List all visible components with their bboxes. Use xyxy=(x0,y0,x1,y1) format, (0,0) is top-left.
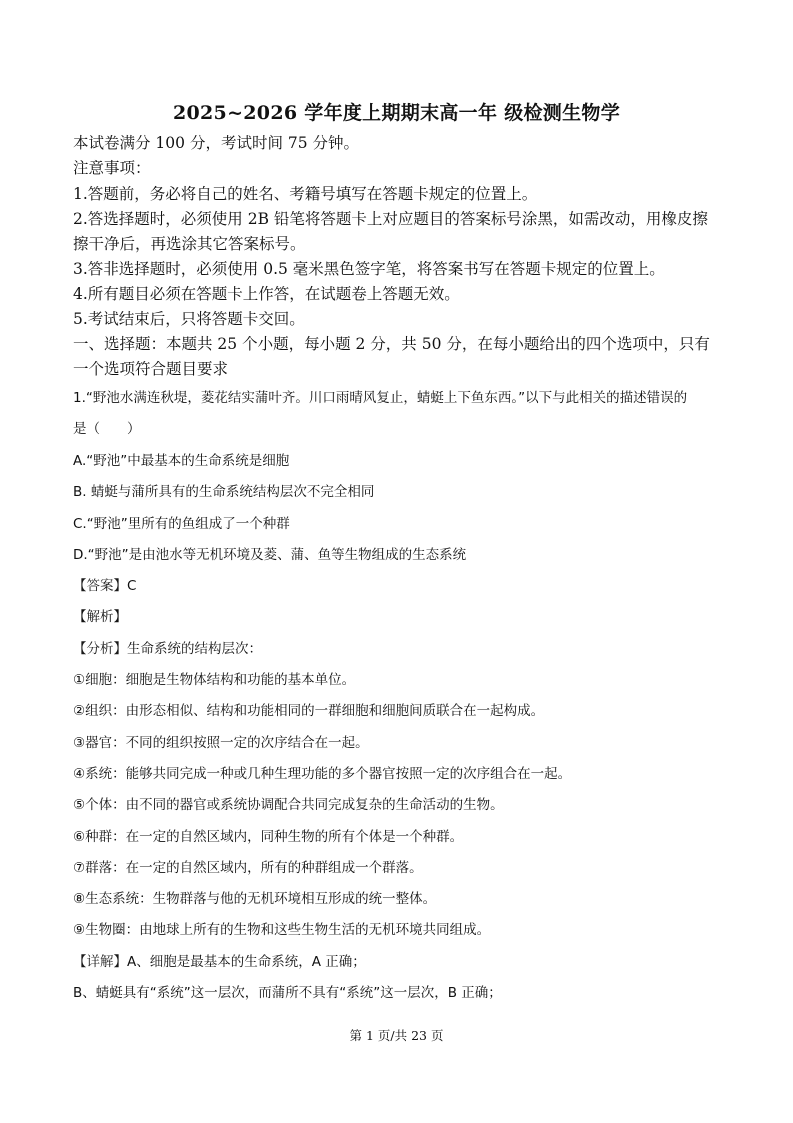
fenxi-label: 【分析】 xyxy=(73,641,127,657)
option-c: C.“野池”里所有的鱼组成了一个种群 xyxy=(73,516,290,532)
option-a: A.“野池”中最基本的生命系统是细胞 xyxy=(73,453,290,469)
fenxi-text: 生命系统的结构层次： xyxy=(127,641,262,657)
level-1: ①细胞：细胞是生物体结构和功能的基本单位。 xyxy=(73,672,356,688)
section-heading-a: 一、选择题：本题共 25 个小题，每小题 2 分，共 50 分，在每小题给出的四个选项中，只有 xyxy=(73,335,710,353)
level-5: ⑤个体：由不同的器官或系统协调配合共同完成复杂的生命活动的生物。 xyxy=(73,797,504,813)
detail-line-b: B、蜻蜓具有“系统”这一层次，而蒲所不具有“系统”这一层次，B 正确； xyxy=(73,985,502,1001)
level-2: ②组织：由形态相似、结构和功能相同的一群细胞和细胞间质联合在一起构成。 xyxy=(73,703,545,719)
notice-item-2b: 擦干净后，再选涂其它答案标号。 xyxy=(73,235,306,253)
level-8: ⑧生态系统：生物群落与他的无机环境相互形成的统一整体。 xyxy=(73,891,437,907)
level-4: ④系统：能够共同完成一种或几种生理功能的多个器官按照一定的次序组合在一起。 xyxy=(73,766,572,782)
answer-value: C xyxy=(127,578,137,594)
page-footer: 第 1 页/共 23 页 xyxy=(349,1028,444,1043)
level-9: ⑨生物圈：由地球上所有的生物和这些生物生活的无机环境共同组成。 xyxy=(73,922,491,938)
page-title: 2025~2026 学年度上期期末高一年 级检测生物学 xyxy=(172,102,620,124)
answer-label: 【答案】 xyxy=(73,578,127,594)
fenxi-line xyxy=(73,637,728,657)
notice-item-4: 4.所有题目必须在答题卡上作答，在试题卷上答题无效。 xyxy=(73,285,460,303)
notice-item-2a: 2.答选择题时，必须使用 2B 铅笔将答题卡上对应题目的答案标号涂黑，如需改动，用橡皮擦 xyxy=(73,210,708,228)
answer-line xyxy=(73,574,728,594)
question-stem-a: 1.“野池水满连秋堤，菱花结实蒲叶齐。川口雨晴风复止，蜻蜓上下鱼东西。”以下与此相关的描述错误的 xyxy=(73,390,688,406)
notice-heading: 注意事项： xyxy=(73,159,151,177)
detail-line-a xyxy=(73,950,728,970)
level-7: ⑦群落：在一定的自然区域内，所有的种群组成一个群落。 xyxy=(73,860,423,876)
detail-text-a: A、细胞是最基本的生命系统，A 正确； xyxy=(127,954,366,970)
option-b: B. 蜻蜓与蒲所具有的生命系统结构层次不完全相同 xyxy=(73,484,375,500)
level-3: ③器官：不同的组织按照一定的次序结合在一起。 xyxy=(73,735,369,751)
section-heading-b: 一个选项符合题目要求 xyxy=(73,360,229,378)
analysis-label: 【解析】 xyxy=(73,609,127,625)
notice-item-1: 1.答题前，务必将自己的姓名、考籍号填写在答题卡规定的位置上。 xyxy=(73,185,538,203)
detail-label: 【详解】 xyxy=(73,954,127,970)
notice-item-3: 3.答非选择题时，必须使用 0.5 毫米黑色签字笔，将答案书写在答题卡规定的位置上。 xyxy=(73,260,665,278)
question-stem-b: 是（ ） xyxy=(73,421,141,437)
option-d: D.“野池”是由池水等无机环境及菱、蒲、鱼等生物组成的生态系统 xyxy=(73,547,467,563)
level-6: ⑥种群：在一定的自然区域内，同种生物的所有个体是一个种群。 xyxy=(73,829,464,845)
notice-item-5: 5.考试结束后，只将答题卡交回。 xyxy=(73,310,305,328)
full-score-line: 本试卷满分 100 分，考试时间 75 分钟。 xyxy=(73,134,360,152)
